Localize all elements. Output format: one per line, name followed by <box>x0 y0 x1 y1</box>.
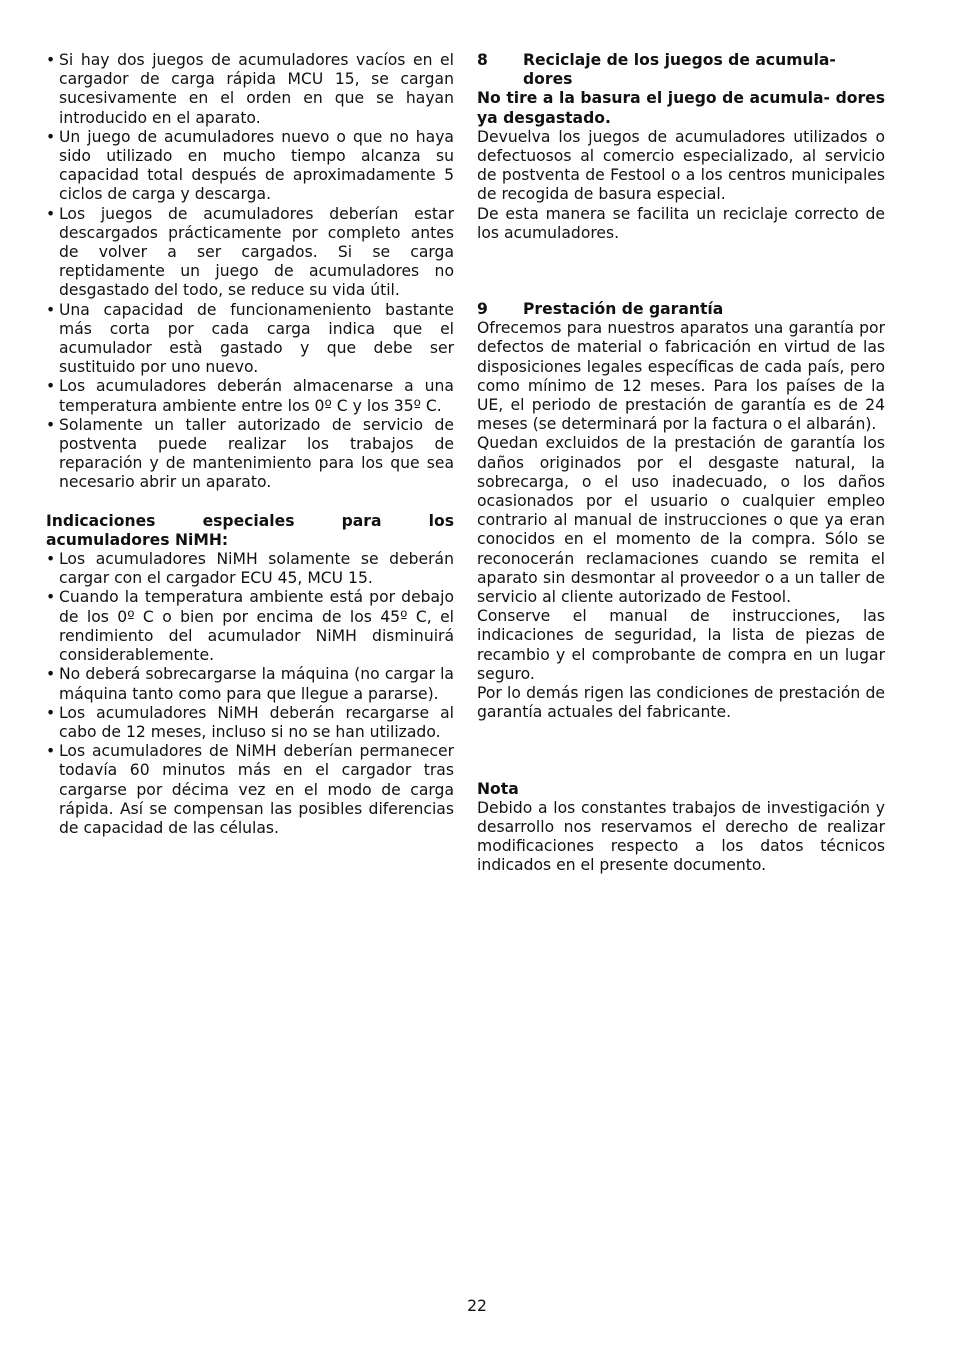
section-number: 9 <box>477 300 488 319</box>
list-item: • Los acumuladores deberán almacenarse a una temperatura ambiente entre los 0º C y los 35º C. <box>46 377 454 415</box>
section-title: Reciclaje de los juegos de acumula- dores <box>523 51 836 89</box>
paragraph: Devuelva los juegos de acumuladores utilizados o defectuosos al comercio especializado, al servicio de postventa de Festool o a los centros municipales de recogida de basura especial. <box>477 127 885 204</box>
note-text: Debido a los constantes trabajos de investigación y desarrollo nos reservamos el derecho de realizar modificaciones respecto a los datos técnicos indicados en el presente documento. <box>477 798 885 875</box>
note-title: Nota <box>477 779 519 798</box>
list-item: • Solamente un taller autorizado de servicio de postventa puede realizar los trabajos de reparación y de mantenimiento para los que sea necesario abrir un aparato. <box>46 416 454 493</box>
section-8-heading <box>477 51 885 89</box>
section-8-subheading: No tire a la basura el juego de acumula- dores ya desgastado. <box>477 89 885 127</box>
list-item: • Los acumuladores de NiMH deberían permanecer todavía 60 minutos más en el cargador tras cargarse por décima vez en el modo de carga rápida. Así se compensan las posibles diferencias de capacidad de las células. <box>46 742 454 838</box>
section-9-heading <box>477 300 885 319</box>
section-number: 8 <box>477 51 488 69</box>
section-title: Prestación de garantía <box>523 300 724 319</box>
nimh-heading: Indicaciones especiales para los acumuladores NiMH: <box>46 511 454 549</box>
nimh-list <box>46 550 454 838</box>
paragraph: Conserve el manual de instrucciones, las indicaciones de seguridad, la lista de piezas de recambio y el comprobante de compra en un lugar seguro. <box>477 607 885 683</box>
right-column <box>477 51 885 876</box>
list-item: • No deberá sobrecargarse la máquina (no cargar la máquina tanto como para que llegue a pararse). <box>46 665 454 703</box>
list-item: • Los juegos de acumuladores deberían estar descargados prácticamente por completo antes de volver a ser cargados. Si se carga reptidamente un juego de acumuladores no desgastado del todo, se reduce su vida útil. <box>46 205 454 301</box>
list-item: • Una capacidad de funcionameniento bastante más corta por cada carga indica que el acumulador està gastado y que debe ser sustituido por uno nuevo. <box>46 301 454 378</box>
paragraph: Por lo demás rigen las condiciones de prestación de garantía actuales del fabricante. <box>477 684 885 722</box>
list-item: • Los acumuladores NiMH deberán recargarse al cabo de 12 meses, incluso si no se han utilizado. <box>46 704 454 742</box>
battery-tips-list <box>46 51 454 493</box>
list-item: • Cuando la temperatura ambiente está por debajo de los 0º C o bien por encima de los 45º C, el rendimiento del acumulador NiMH disminuirá considerablemente. <box>46 588 454 665</box>
list-item: • Los acumuladores NiMH solamente se deberán cargar con el cargador ECU 45, MCU 15. <box>46 550 454 588</box>
paragraph: Quedan excluidos de la prestación de garantía los daños originados por el desgaste natural, la sobrecarga, o el uso inadecuado, o los daños ocasionados por el usuario o cualquier empleo contrario al manual de instrucciones o que ya eran conocidos en el momento de la compra. Sólo se reconocerán reclamaciones cuando se remita el aparato sin desmontar al proveedor o a un taller de servicio al cliente autorizado de Festool. <box>477 434 885 607</box>
left-column <box>46 51 454 838</box>
page-number: 22 <box>467 1297 487 1315</box>
paragraph: De esta manera se facilita un reciclaje correcto de los acumuladores. <box>477 204 885 242</box>
list-item: • Si hay dos juegos de acumuladores vacíos en el cargador de carga rápida MCU 15, se cargan sucesivamente en el orden en que se hayan introducido en el aparato. <box>46 51 454 128</box>
paragraph: Ofrecemos para nuestros aparatos una garantía por defectos de material o fabricación en virtud de las disposiciones legales específicas de cada país, pero como mínimo de 12 meses. Para los países de la UE, el periodo de prestación de garantía es de 24 meses (se determinará por la factura o el albarán). <box>477 319 885 434</box>
list-item: • Un juego de acumuladores nuevo o que no haya sido utilizado en mucho tiempo alcanza su capacidad total después de aproximadamente 5 ciclos de carga y descarga. <box>46 128 454 205</box>
